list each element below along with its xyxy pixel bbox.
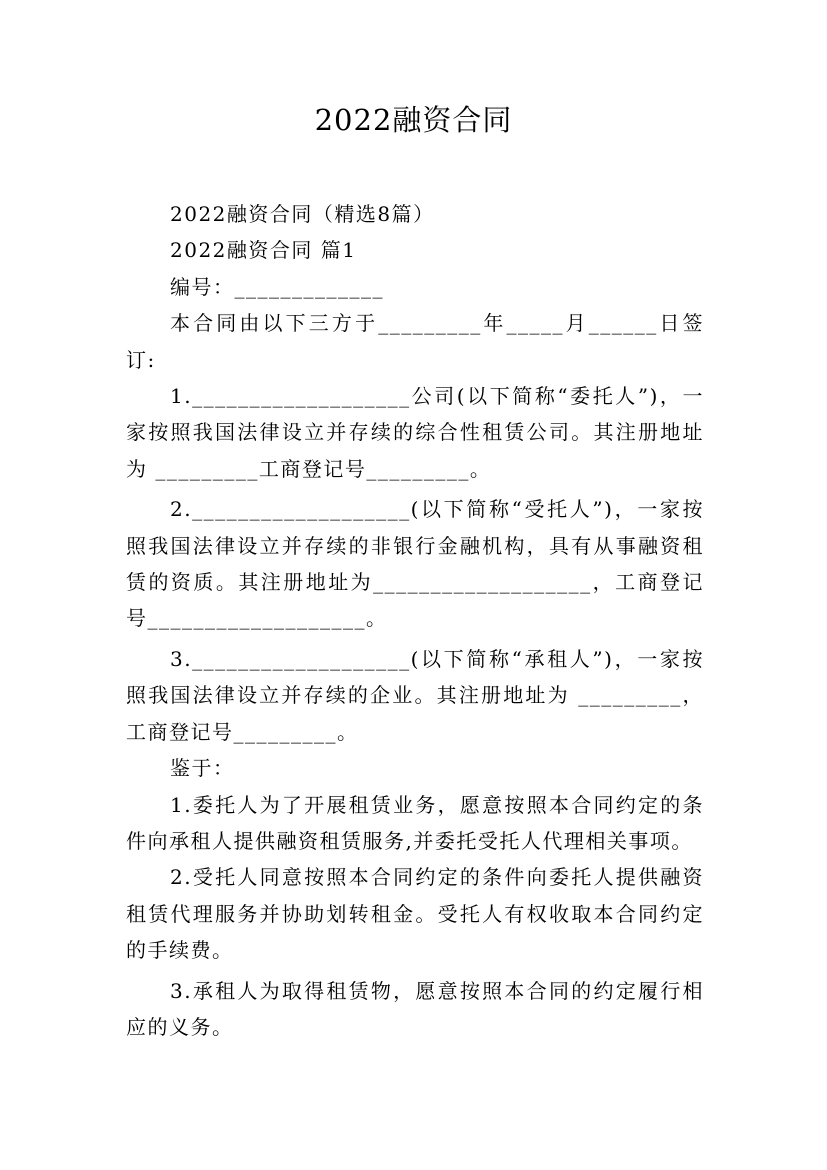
party-principal-paragraph: 1.___________________公司(以下简称“委托人”)，一家按照我国法律设立并存续的综合性租赁公司。其注册地址为 _________工商登记号_________。 xyxy=(126,384,704,481)
whereas-heading-paragraph: 鉴于： xyxy=(170,756,235,781)
document-body xyxy=(126,196,704,1045)
party-trustee-paragraph: 2.___________________(以下简称“受托人”)，一家按照我国法律设立并存续的非银行金融机构，具有从事融资租赁的资质。其注册地址为___________________，工商登记号___________________。 xyxy=(126,497,704,631)
section-heading-paragraph: 2022融资合同 篇1 xyxy=(170,238,357,263)
document-title: 2022融资合同 xyxy=(314,103,513,137)
signing-date-paragraph: 本合同由以下三方于_________年_____月______日签订: xyxy=(126,311,704,372)
contract-number-paragraph: 编号：_____________ xyxy=(170,274,384,299)
whereas-clause-2: 2.受托人同意按照本合同约定的条件向委托人提供融资租赁代理服务并协助划转租金。受托人有权收取本合同约定的手续费。 xyxy=(126,865,704,963)
whereas-clause-3: 3.承租人为取得租赁物，愿意按照本合同的约定履行相应的义务。 xyxy=(126,978,704,1039)
subtitle-paragraph: 2022融资合同（精选8篇） xyxy=(170,202,435,226)
party-lessee-paragraph: 3.___________________(以下简称“承租人”)，一家按照我国法律设立并存续的企业。其注册地址为 _________，工商登记号_________。 xyxy=(126,646,704,744)
whereas-clause-1: 1.委托人为了开展租赁业务，愿意按照本合同约定的条件向承租人提供融资租赁服务,并委托受托人代理相关事项。 xyxy=(126,792,704,853)
